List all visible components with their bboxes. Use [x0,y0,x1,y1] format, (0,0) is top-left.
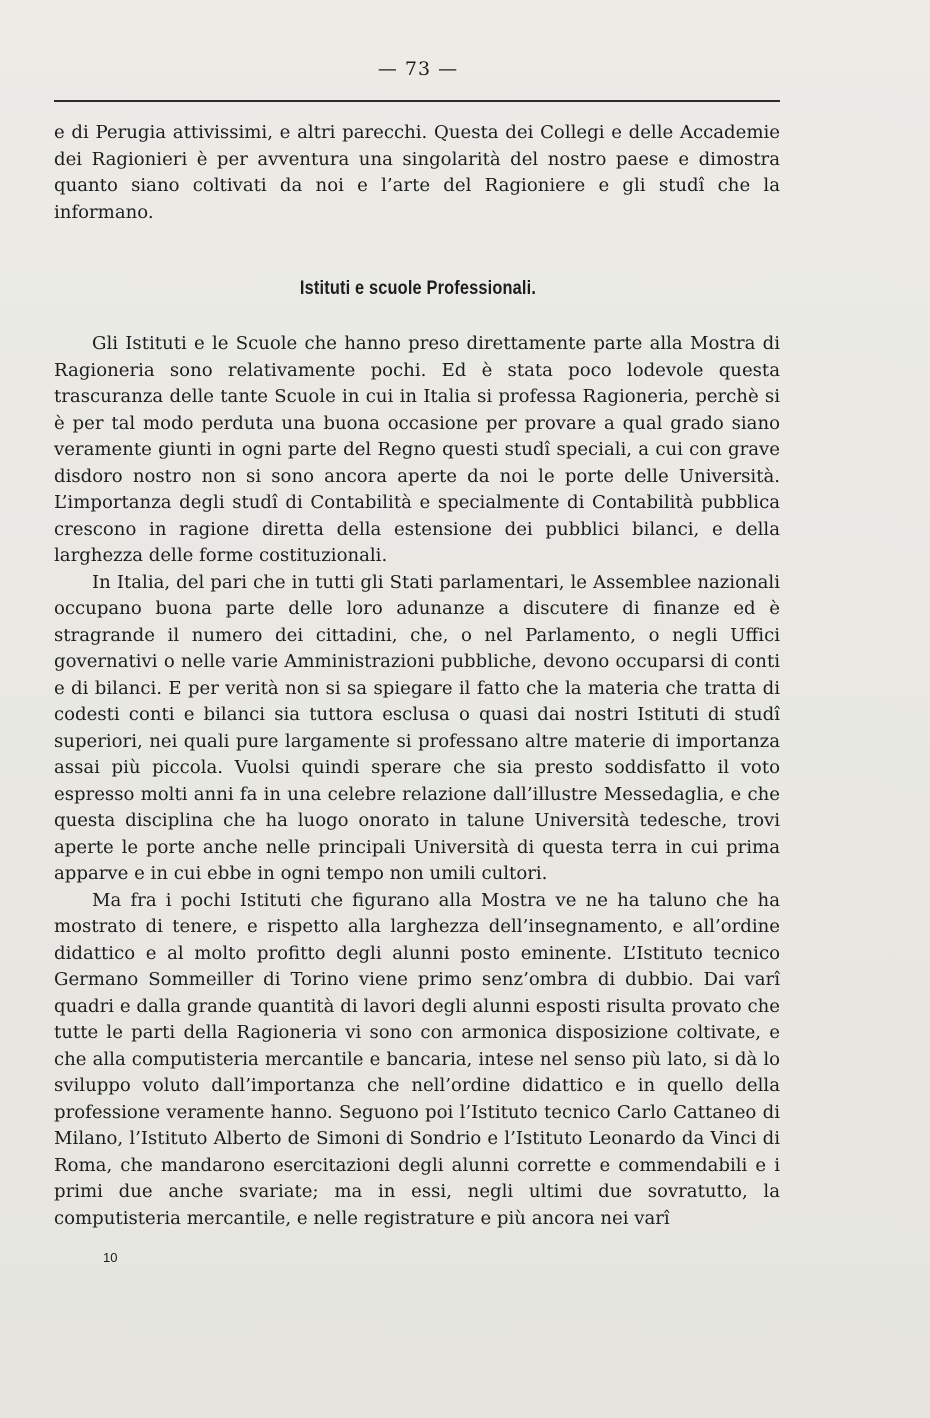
section-heading: Istituti e scuole Professionali. [299,278,537,299]
paragraph: Gli Istituti e le Scuole che hanno preso direttamente parte alla Mostra di Ragioneria sono relativamente pochi. Ed è stata poco lodevole questa trascuranza delle tante Scuole in cui in Italia si professa Ragioneria, perchè si è per tal modo perduta una buona occasione per provare a qual grado siano veramente giunti in ogni parte del Regno questi studî speciali, a cui con grave disdoro nostro non si sono ancora aperte da noi le porte delle Università. L’importanza degli studî di Contabilità e specialmente di Contabilità pubblica crescono in ragione diretta della estensione dei pubblici bilanci, e della larghezza delle forme costituzionali. [54,333,780,566]
paragraph: In Italia, del pari che in tutti gli Stati parlamentari, le Assemblee nazionali occupano buona parte delle loro adunanze a discutere di finanze ed è stragrande il numero dei cittadini, che, o nel Parlamento, o negli Uffici governativi o nelle varie Amministrazioni pubbliche, devono occuparsi di conti e di bilanci. E per verità non si sa spiegare il fatto che la materia che tratta di codesti conti e bilanci sia tuttora esclusa o quasi dai nostri Istituti di studî superiori, nei quali pure largamente si professano altre materie di importanza assai più piccola. Vuolsi quindi sperare che sia presto soddisfatto il voto espresso molti anni fa in una celebre relazione dall’illustre Messedaglia, e che questa disciplina che ha luogo onorato in talune Università tedesche, trovi aperte le porte anche nelle principali Università di questa terra in cui prima apparve e in cui ebbe in ogni tempo non umili cultori. [54,571,780,884]
paragraph: Ma fra i pochi Istituti che figurano alla Mostra ve ne ha taluno che ha mostrato di tenere, e rispetto alla larghezza dell’insegnamento, e all’ordine didattico e al molto profitto degli alunni posto eminente. L’Istituto tecnico Germano Sommeiller di Torino viene primo senz’ombra di dubbio. Dai varî quadri e dalla grande quantità di lavori degli alunni esposti risulta provato che tutte le parti della Ragioneria vi sono con armonica disposizione coltivate, e che alla computisteria mercantile e bancaria, intese nel senso più lato, si dà lo sviluppo voluto dall’importanza che nell’ordine didattico e in quello della professione veramente hanno. Seguono poi l’Istituto tecnico Carlo Cattaneo di Milano, l’Istituto Alberto de Simoni di Sondrio e l’Istituto Leonardo da Vinci di Roma, che mandarono esercitazioni degli alunni corrette e commendabili e i primi due anche svariate; ma in essi, negli ultimi due sovratutto, la computisteria mercantile, e nelle registrature e più ancora nei varî [54,889,780,1229]
intro-block [54,120,780,226]
body-text [54,331,780,1232]
signature-mark: 10 [103,1250,118,1265]
page-number: — 73 — [377,58,459,80]
header-rule [54,100,780,102]
intro-paragraph: e di Perugia attivissimi, e altri parecchi. Questa dei Collegi e delle Accademie dei Ragionieri è per avventura una singolarità del nostro paese e dimostra quanto siano coltivati da noi e l’arte del Ragioniere e gli studî che la informano. [54,122,780,223]
